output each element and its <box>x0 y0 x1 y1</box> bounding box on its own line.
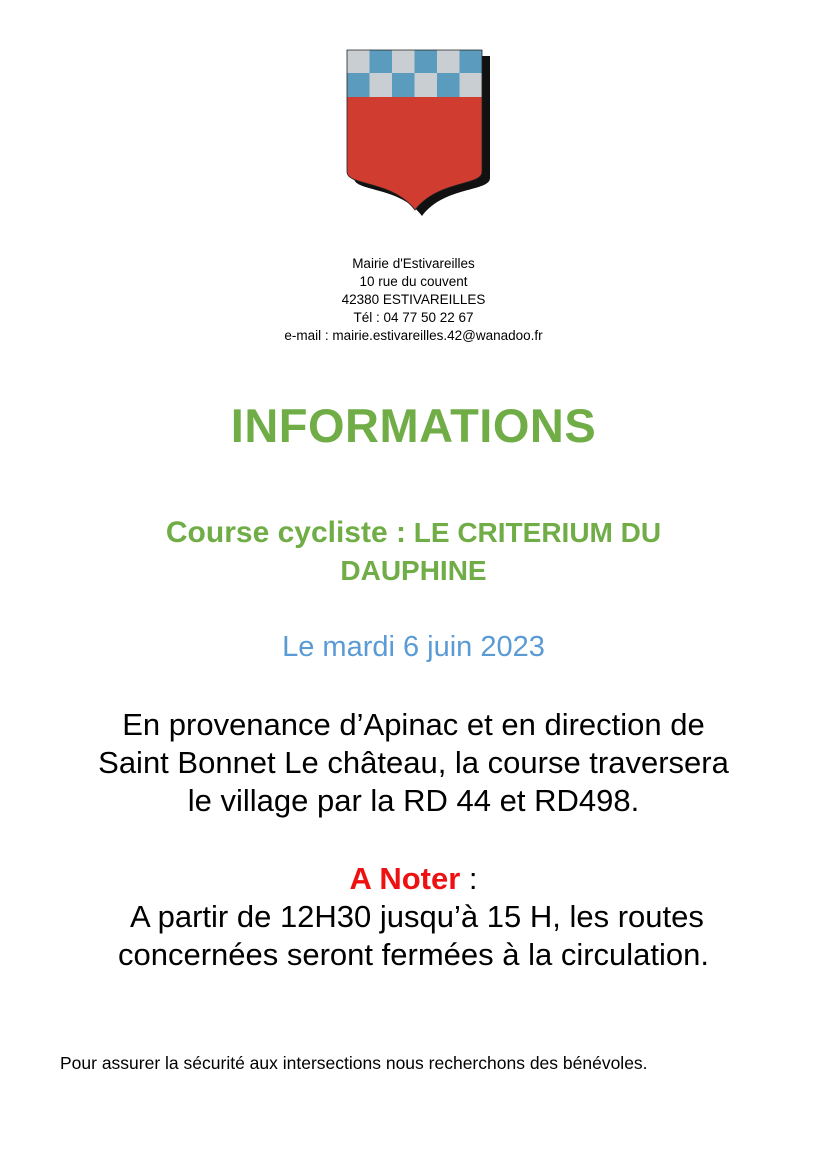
mairie-address <box>0 255 827 345</box>
address-line-name: Mairie d'Estivareilles <box>352 256 475 271</box>
address-line-email: e-mail : mairie.estivareilles.42@wanadoo.fr <box>284 328 543 343</box>
address-line-city: 42380 ESTIVAREILLES <box>341 292 486 307</box>
event-subtitle <box>0 514 827 590</box>
event-name-part2: DAUPHINE <box>340 555 487 586</box>
address-line-phone: Tél : 04 77 50 22 67 <box>353 310 474 325</box>
note-label: A Noter <box>349 861 461 896</box>
route-line-2: Saint Bonnet Le château, la course traversera <box>98 745 729 780</box>
event-lead: Course cycliste : <box>165 516 406 549</box>
crest-checkered-chief <box>347 50 482 97</box>
coat-of-arms-emblem <box>340 46 490 218</box>
event-subtitle-line1 <box>0 514 827 552</box>
note-block <box>0 860 827 974</box>
address-line-street: 10 rue du couvent <box>359 274 468 289</box>
event-date: Le mardi 6 juin 2023 <box>282 631 545 663</box>
route-line-3: le village par la RD 44 et RD498. <box>187 783 640 818</box>
event-name-part1: LE CRITERIUM DU <box>413 517 662 548</box>
route-paragraph <box>0 706 827 820</box>
note-heading <box>0 860 827 898</box>
note-line-1: A partir de 12H30 jusqu’à 15 H, les routes <box>123 899 704 934</box>
volunteer-footer: Pour assurer la sécurité aux intersections nous recherchons des bénévoles. <box>60 1053 648 1073</box>
note-line-2: concernées seront fermées à la circulation. <box>117 937 709 972</box>
note-colon: : <box>460 861 478 896</box>
page-title: INFORMATIONS <box>230 399 597 452</box>
route-line-1: En provenance d’Apinac et en direction de <box>122 707 705 742</box>
